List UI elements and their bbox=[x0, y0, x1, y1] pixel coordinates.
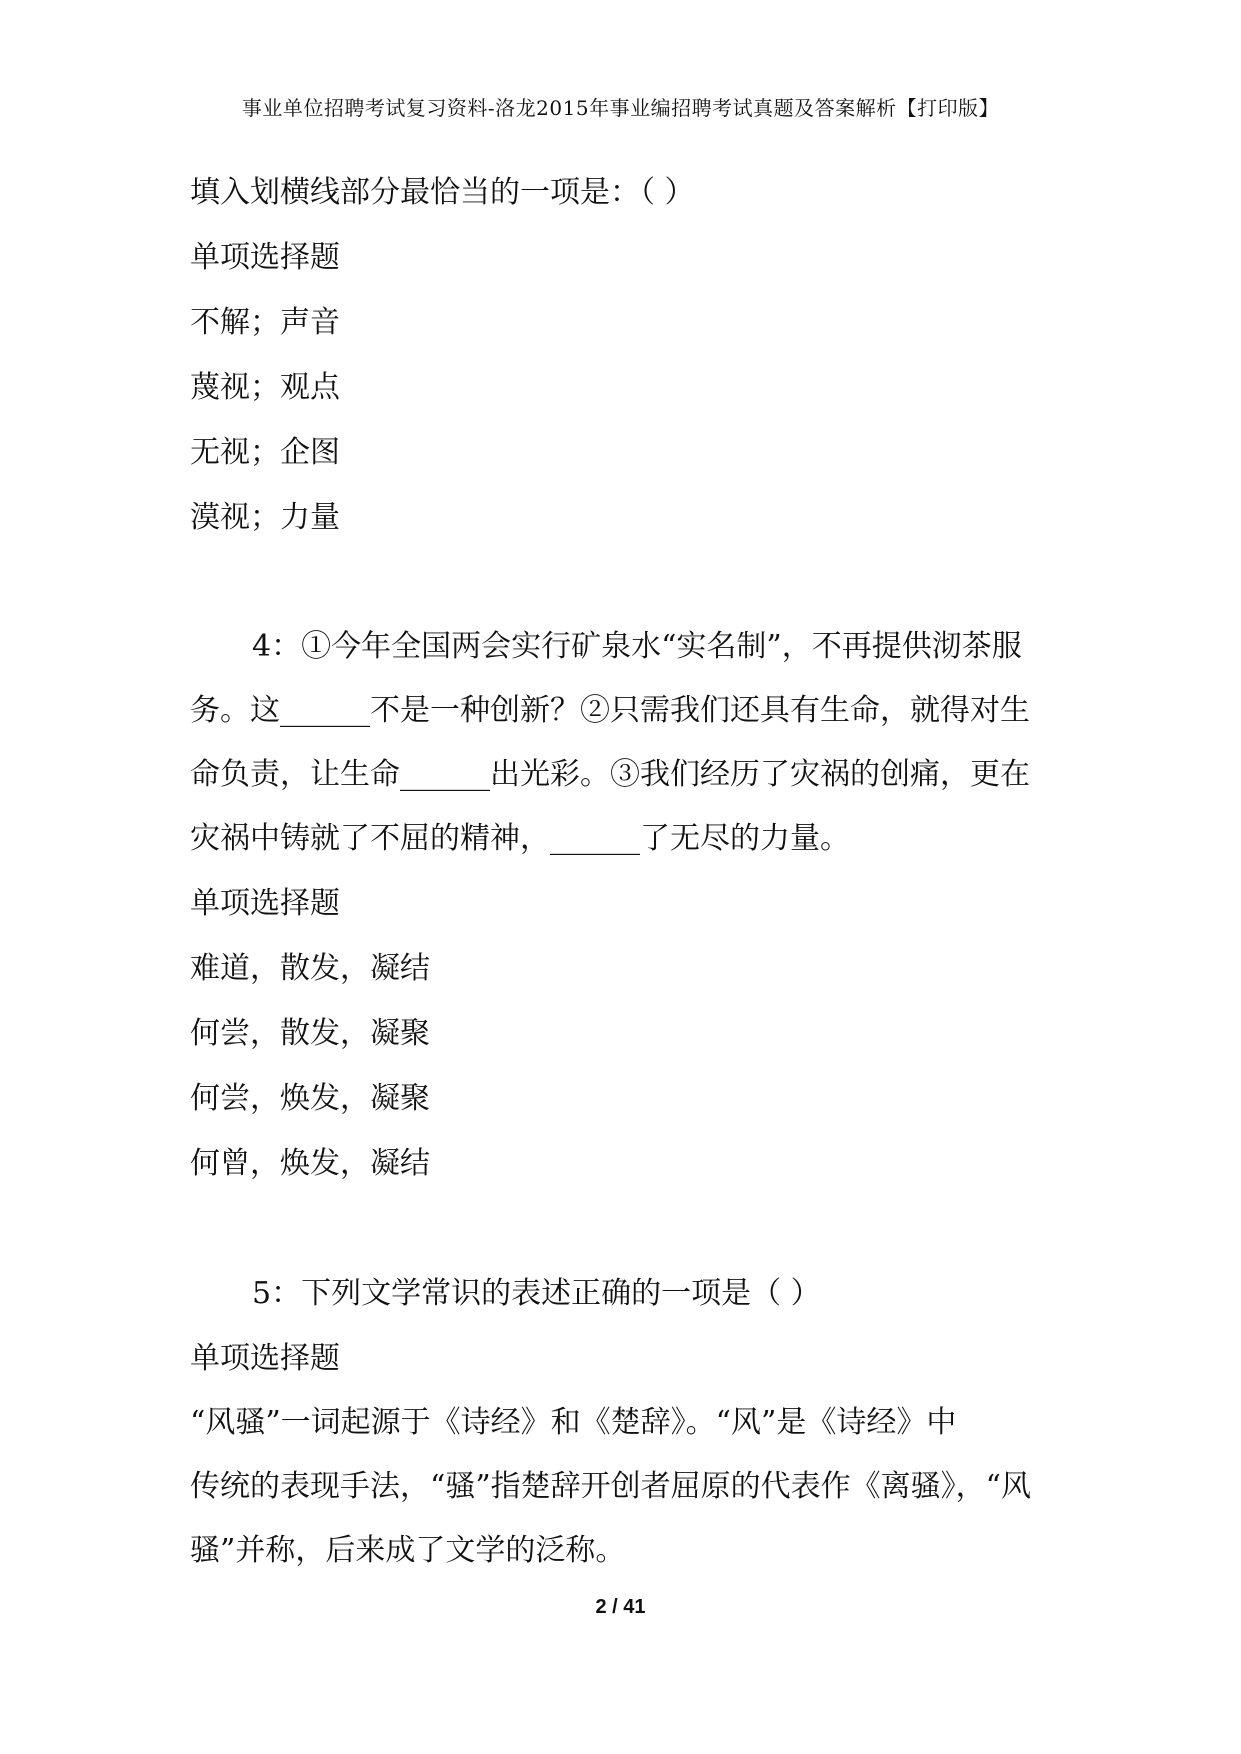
question-3-option-3: 无视；企图 bbox=[190, 435, 340, 470]
question-5-stem: 5：下列文学常识的表述正确的一项是（ ） bbox=[252, 1276, 821, 1311]
document-body bbox=[190, 160, 1070, 1583]
question-4-stem-line: 务。这______不是一种创新？②只需我们还具有生命，就得对生 bbox=[190, 693, 1030, 728]
question-5-option-line: “风骚”一词起源于《诗经》和《楚辞》。“风”是《诗经》中 bbox=[190, 1405, 957, 1440]
question-3-type: 单项选择题 bbox=[190, 240, 340, 275]
question-5-option-1 bbox=[190, 1391, 1070, 1583]
spacer bbox=[190, 1196, 1070, 1261]
question-4-stem-line: 灾祸中铸就了不屈的精神，______了无尽的力量。 bbox=[190, 821, 850, 856]
spacer bbox=[190, 550, 1070, 615]
question-4-option-1: 难道，散发，凝结 bbox=[190, 951, 430, 986]
question-3-option-2: 蔑视；观点 bbox=[190, 370, 340, 405]
question-4-stem-line: 命负责，让生命______出光彩。③我们经历了灾祸的创痛，更在 bbox=[190, 757, 1030, 792]
page-header: 事业单位招聘考试复习资料-洛龙2015年事业编招聘考试真题及答案解析【打印版】 bbox=[241, 96, 1000, 120]
question-4-option-3: 何尝，焕发，凝聚 bbox=[190, 1081, 430, 1116]
question-4-option-4: 何曾，焕发，凝结 bbox=[190, 1146, 430, 1181]
question-3-stem: 填入划横线部分最恰当的一项是：（ ） bbox=[190, 175, 695, 210]
page-number: 2 / 41 bbox=[595, 1596, 646, 1618]
question-5-option-line: 骚”并称，后来成了文学的泛称。 bbox=[190, 1533, 626, 1568]
question-5-option-line: 传统的表现手法，“骚”指楚辞开创者屈原的代表作《离骚》，“风 bbox=[190, 1469, 1032, 1504]
question-3-option-1: 不解；声音 bbox=[190, 305, 340, 340]
question-4-type: 单项选择题 bbox=[190, 886, 340, 921]
question-4-option-2: 何尝，散发，凝聚 bbox=[190, 1016, 430, 1051]
question-4-stem bbox=[190, 615, 1070, 871]
question-4-stem-line: 4：①今年全国两会实行矿泉水“实名制”，不再提供沏茶服 bbox=[252, 629, 1022, 664]
question-5-type: 单项选择题 bbox=[190, 1341, 340, 1376]
question-3-option-4: 漠视；力量 bbox=[190, 500, 340, 535]
